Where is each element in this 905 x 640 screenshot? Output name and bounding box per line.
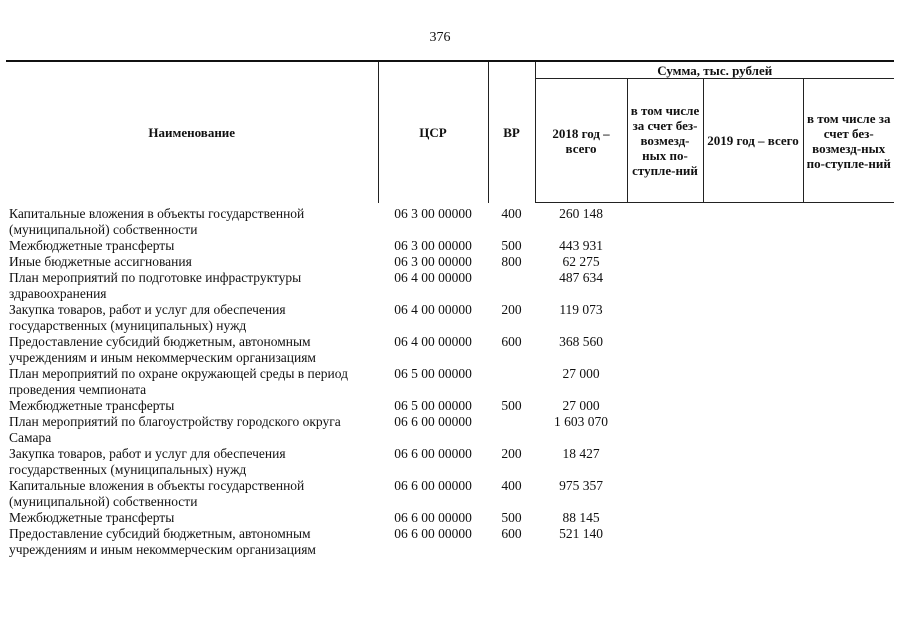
row-vr [488, 414, 535, 446]
page-number: 376 [429, 30, 451, 45]
header-2018-free: в том числе за счет без-возмезд-ных по-ступле-ний [627, 79, 703, 203]
row-2018-free [627, 238, 703, 254]
row-2018-total: 27 000 [562, 397, 600, 413]
row-2018-free [627, 398, 703, 414]
row-csr: 06 6 00 00000 [394, 477, 472, 493]
table-row [6, 478, 894, 510]
row-csr: 06 6 00 00000 [394, 445, 472, 461]
row-2018-total: 88 145 [562, 509, 600, 525]
row-2019-free [803, 366, 894, 398]
row-vr: 600 [501, 525, 522, 541]
row-2018-free [627, 334, 703, 366]
row-2018-free [627, 446, 703, 478]
row-vr: 200 [501, 301, 522, 317]
row-name: Межбюджетные трансферты [9, 397, 175, 413]
row-name: План мероприятий по благоустройству городского округа Самара [9, 413, 341, 445]
row-2019-total [703, 302, 803, 334]
row-2018-free [627, 366, 703, 398]
row-2019-free [803, 254, 894, 270]
row-2019-free [803, 334, 894, 366]
row-csr: 06 3 00 00000 [394, 253, 472, 269]
row-2019-total [703, 478, 803, 510]
row-csr: 06 4 00 00000 [394, 269, 472, 285]
row-csr: 06 6 00 00000 [394, 413, 472, 429]
row-2019-free [803, 238, 894, 254]
row-2018-total: 27 000 [562, 365, 600, 381]
row-2018-free [627, 270, 703, 302]
row-vr: 500 [501, 237, 522, 253]
row-csr: 06 6 00 00000 [394, 525, 472, 541]
row-2019-total [703, 510, 803, 526]
row-2019-total [703, 203, 803, 238]
table-row [6, 446, 894, 478]
row-vr: 500 [501, 397, 522, 413]
table-row [6, 302, 894, 334]
row-2019-total [703, 270, 803, 302]
row-2019-free [803, 414, 894, 446]
header-vr: ВР [488, 61, 535, 203]
row-2019-free [803, 510, 894, 526]
table-header [6, 61, 894, 203]
row-vr: 400 [501, 477, 522, 493]
row-2019-free [803, 270, 894, 302]
row-2018-free [627, 510, 703, 526]
row-2019-total [703, 366, 803, 398]
row-2018-free [627, 414, 703, 446]
row-csr: 06 5 00 00000 [394, 365, 472, 381]
table-row [6, 254, 894, 270]
row-2019-free [803, 446, 894, 478]
row-vr: 500 [501, 509, 522, 525]
row-2018-total: 18 427 [562, 445, 600, 461]
row-2019-total [703, 414, 803, 446]
row-2018-total: 521 140 [559, 525, 603, 541]
row-csr: 06 4 00 00000 [394, 301, 472, 317]
row-2019-total [703, 446, 803, 478]
row-name: Межбюджетные трансферты [9, 237, 175, 253]
table-row [6, 526, 894, 558]
row-2018-total: 368 560 [559, 333, 603, 349]
row-2019-total [703, 254, 803, 270]
row-csr: 06 5 00 00000 [394, 397, 472, 413]
row-name: План мероприятий по охране окружающей среды в период проведения чемпионата [9, 365, 348, 397]
row-name: Закупка товаров, работ и услуг для обеспечения государственных (муниципальных) нужд [9, 301, 286, 333]
row-name: Закупка товаров, работ и услуг для обеспечения государственных (муниципальных) нужд [9, 445, 286, 477]
row-2019-total [703, 238, 803, 254]
row-csr: 06 6 00 00000 [394, 509, 472, 525]
table-row [6, 203, 894, 238]
table-row [6, 398, 894, 414]
row-vr [488, 270, 535, 302]
row-vr: 800 [501, 253, 522, 269]
row-2018-total: 487 634 [559, 269, 603, 285]
header-2018-total: 2018 год – всего [535, 79, 627, 203]
table-body [6, 203, 894, 558]
row-2018-total: 260 148 [559, 206, 603, 221]
row-csr: 06 3 00 00000 [394, 205, 472, 221]
header-name: Наименование [6, 61, 378, 203]
row-name: Предоставление субсидий бюджетным, автономным учреждениям и иным некоммерческим организациям [9, 525, 316, 557]
row-vr: 400 [501, 205, 522, 221]
table-row [6, 334, 894, 366]
row-2019-free [803, 302, 894, 334]
row-2018-total: 975 357 [559, 477, 603, 493]
row-2018-total: 62 275 [562, 253, 600, 269]
row-2019-total [703, 526, 803, 558]
table-row [6, 238, 894, 254]
budget-table [6, 60, 894, 558]
row-csr: 06 3 00 00000 [394, 237, 472, 253]
row-2018-free [627, 203, 703, 238]
row-2018-free [627, 478, 703, 510]
table-row [6, 366, 894, 398]
table-row [6, 414, 894, 446]
row-csr: 06 4 00 00000 [394, 333, 472, 349]
row-2019-total [703, 398, 803, 414]
header-2019-free: в том числе за счет без-возмезд-ных по-ступле-ний [803, 79, 894, 203]
row-name: План мероприятий по подготовке инфраструктуры здравоохранения [9, 269, 302, 301]
row-2019-free [803, 398, 894, 414]
row-2019-free [803, 526, 894, 558]
row-name: Капитальные вложения в объекты государственной (муниципальной) собственности [9, 205, 305, 237]
row-2018-free [627, 254, 703, 270]
table-row [6, 510, 894, 526]
row-2018-total: 119 073 [559, 301, 603, 317]
row-name: Предоставление субсидий бюджетным, автономным учреждениям и иным некоммерческим организациям [9, 333, 316, 365]
row-name: Иные бюджетные ассигнования [9, 253, 192, 269]
row-2019-free [803, 478, 894, 510]
row-name: Межбюджетные трансферты [9, 509, 175, 525]
table-row [6, 270, 894, 302]
row-2018-free [627, 526, 703, 558]
row-2019-free [803, 203, 894, 238]
header-2019-total: 2019 год – всего [703, 79, 803, 203]
row-vr: 200 [501, 445, 522, 461]
row-2018-total: 1 603 070 [554, 413, 608, 429]
row-vr [488, 366, 535, 398]
row-vr: 600 [501, 333, 522, 349]
row-name: Капитальные вложения в объекты государственной (муниципальной) собственности [9, 477, 305, 509]
row-2018-free [627, 302, 703, 334]
row-2019-total [703, 334, 803, 366]
header-sum-group: Сумма, тыс. рублей [535, 61, 894, 79]
row-2018-total: 443 931 [559, 237, 603, 253]
header-csr: ЦСР [378, 61, 488, 203]
